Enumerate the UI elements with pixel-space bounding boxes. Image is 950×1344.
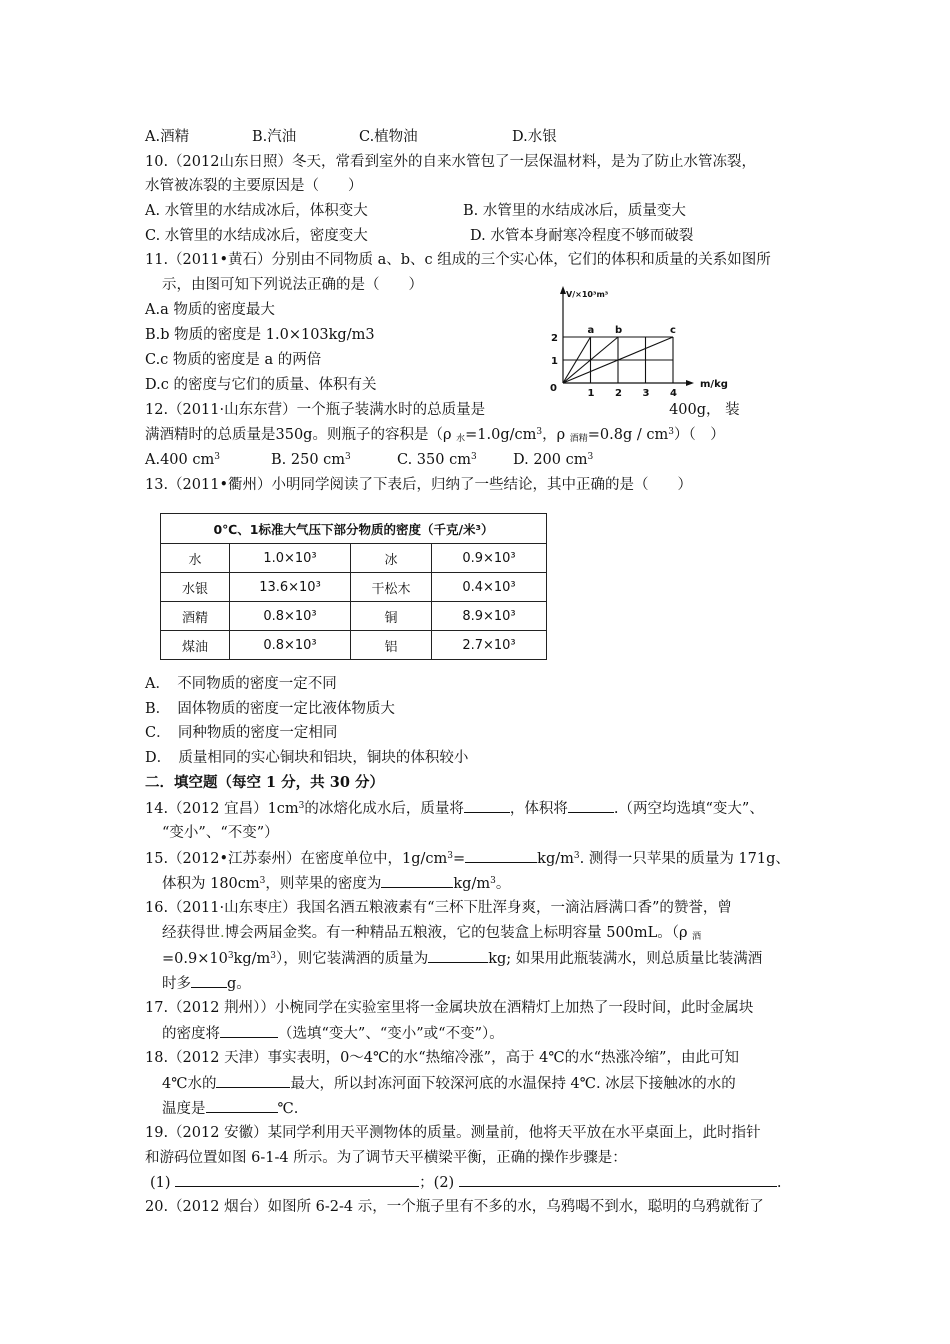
q16-line3: $=0.9\times 10^3kg/m^3$），则它装满酒的质量为 kg; 如果用此瓶装满水，则总质量比装满酒 xyxy=(162,948,762,969)
q17-line2: 的密度将 （选填“变大”、“变小”或“不变”）。 xyxy=(162,1023,504,1044)
point-label-c: c xyxy=(670,325,676,336)
q12-option-c: C. 350 $cm^3$ xyxy=(397,452,477,468)
table-row: 煤油 0.8×10³ 铝 2.7×10³ xyxy=(161,631,547,660)
q13-option-d: D． 质量相同的实心铜块和铝块，铜块的体积较小 xyxy=(145,750,469,766)
q14-line2: “变小”、“不变”） xyxy=(162,825,279,841)
q12-options xyxy=(145,450,593,470)
q11-stem-line1: 11.（2011•黄石）分别由不同物质 a、b、c 组成的三个实心体，它们的体积和质量的关系如图所 xyxy=(145,252,771,268)
q18-line1: 18.（2012 天津）事实表明，0～4℃的水“热缩冷涨”，高于 4℃的水“热涨冷缩”，由此可知 xyxy=(145,1050,739,1066)
q10-option-a: A. 水管里的水结成冰后，体积变大 xyxy=(145,203,368,219)
q12-option-d: D. 200 $cm^3$ xyxy=(513,452,594,468)
table-row: 水银 13.6×10³ 干松木 0.4×10³ xyxy=(161,573,547,602)
answer-blank[interactable] xyxy=(465,848,537,863)
q11-stem-line2: 示，由图可知下列说法正确的是（ ） xyxy=(162,277,423,293)
x-tick-label: 3 xyxy=(642,388,650,399)
q16-line1: 16.（2011·山东枣庄）我国名酒五粮液素有“三杯下肚浑身爽，一滴沾唇满口香”的赞誉，曾 xyxy=(145,900,732,916)
q16-line2: 经获得世.博会两届金奖。有一种精品五粮液，它的包装盒上标明容量 500mL。（ρ $_酒$ xyxy=(162,925,702,942)
point-label-b: b xyxy=(615,325,623,336)
answer-blank[interactable] xyxy=(216,1073,290,1088)
q10-stem-line1: 10.（2012山东日照）冬天，常看到室外的自来水管包了一层保温材料，是为了防止水管冻裂， xyxy=(145,154,756,170)
q19-line1: 19.（2012 安徽）某同学利用天平测物体的质量。测量前，他将天平放在水平桌面上，此时指针 xyxy=(145,1125,761,1141)
q12-stem-part1: 12.（2011·山东东营）一个瓶子装满水时的总质量是 xyxy=(145,402,486,418)
q11-option-c: C.c 物质的密度是 a 的两倍 xyxy=(145,352,322,368)
q10-option-c: C. 水管里的水结成冰后，密度变大 xyxy=(145,228,368,244)
q10-option-d: D. 水管本身耐寒冷程度不够而破裂 xyxy=(470,228,694,244)
q13-option-a: A． 不同物质的密度一定不同 xyxy=(145,676,337,692)
q13-option-b: B． 固体物质的密度一定比液体物质大 xyxy=(145,701,395,717)
q9-option-a: A.酒精 xyxy=(145,129,190,145)
density-table xyxy=(160,513,547,660)
q12-option-a: A.400 $cm^3$ xyxy=(145,452,220,468)
q9-option-c: C.植物油 xyxy=(359,129,418,145)
x-tick-label: 2 xyxy=(615,388,622,399)
y-tick-label: 1 xyxy=(551,356,558,367)
q10-options-ab xyxy=(145,201,686,221)
q12-stem-part2: 400g， 装 xyxy=(669,402,740,418)
table-row: 水 1.0×10³ 冰 0.9×10³ xyxy=(161,544,547,573)
q19-line3: (1) ；(2) . xyxy=(150,1172,781,1193)
q16-line4: 时多 g。 xyxy=(162,973,251,994)
q10-options-cd xyxy=(145,226,693,246)
q12-option-b: B. 250 $cm^3$ xyxy=(271,452,351,468)
q10-option-b: B. 水管里的水结成冰后，质量变大 xyxy=(463,203,686,219)
answer-blank[interactable] xyxy=(428,948,488,963)
q19-line2: 和游码位置如图 6-1-4 所示。为了调节天平横梁平衡，正确的操作步骤是： xyxy=(145,1150,627,1166)
table-caption: 0℃、1标准大气压下部分物质的密度（千克/米³） xyxy=(161,514,547,544)
q11-option-a: A.a 物质的密度最大 xyxy=(145,302,275,318)
q12-alcohol-density: =0.8g / cm xyxy=(587,427,669,443)
x-axis-label: m/kg xyxy=(700,379,728,390)
answer-blank[interactable] xyxy=(220,1023,278,1038)
q12-water-density: =1.0g/cm xyxy=(465,427,537,443)
q9-options xyxy=(145,127,557,147)
q12-stem-line2 xyxy=(145,425,725,445)
answer-blank[interactable] xyxy=(381,873,453,888)
x-axis-arrow xyxy=(686,380,694,386)
answer-blank[interactable] xyxy=(206,1098,278,1113)
q13-option-c: C． 同种物质的密度一定相同 xyxy=(145,725,338,741)
origin-label: 0 xyxy=(550,383,557,394)
y-axis-label: V/×10³m³ xyxy=(566,290,609,299)
q20-line1: 20.（2012 烟台）如图所 6-2-4 示，一个瓶子里有不多的水，乌鸦喝不到水，聪明的乌鸦就衔了 xyxy=(145,1199,764,1215)
q12-stem-line1 xyxy=(145,400,740,420)
q18-line2: 4℃水的 最大，所以封冻河面下较深河底的水温保持 4℃. 冰层下接触冰的水的 xyxy=(162,1073,736,1094)
q12-rho-alcohol: ，ρ xyxy=(542,427,570,443)
q12-rho-water: 满酒精时的总质量是350g。则瓶子的容积是（ρ xyxy=(145,427,457,443)
q11-option-b: B.b 物质的密度是 1.0×103kg/m3 xyxy=(145,327,375,343)
q15-line2: 体积为 $180cm^3$，则苹果的密度为 $kg/m^3$。 xyxy=(162,873,510,894)
y-tick-label: 2 xyxy=(551,333,558,344)
q12-sup: 3 xyxy=(536,427,543,437)
q10-stem-line2: 水管被冻裂的主要原因是（ ） xyxy=(145,178,363,194)
q9-option-b: B.汽油 xyxy=(252,129,297,145)
x-tick-label: 1 xyxy=(587,388,595,399)
q17-line1: 17.（2012 荆州））小椀同学在实验室里将一金属块放在酒精灯上加热了一段时间，此时金属块 xyxy=(145,1000,754,1016)
answer-blank[interactable] xyxy=(191,973,227,988)
answer-blank[interactable] xyxy=(175,1172,419,1187)
q9-option-d: D.水银 xyxy=(512,129,557,145)
q15-line1: 15.（2012•江苏泰州）在密度单位中，$1g/cm^3= kg/m^3$. 测得一只苹果的质量为 171g、 xyxy=(145,848,790,869)
point-label-a: a xyxy=(587,325,595,336)
q11-option-d: D.c 的密度与它们的质量、体积有关 xyxy=(145,377,377,393)
volume-mass-graph xyxy=(540,283,740,408)
q12-paren: ）（ ） xyxy=(673,427,725,443)
q12-sup: 3 xyxy=(668,427,674,437)
answer-blank[interactable] xyxy=(459,1172,777,1187)
q18-line3: 温度是 ℃. xyxy=(162,1098,298,1119)
x-tick-label: 4 xyxy=(670,388,677,399)
q12-sub-alcohol: 酒精 xyxy=(569,434,588,444)
table-row: 酒精 0.8×10³ 铜 8.9×10³ xyxy=(161,602,547,631)
q13-stem: 13.（2011•衢州）小明同学阅读了下表后，归纳了一些结论，其中正确的是（ ） xyxy=(145,477,693,493)
q14-line1: 14.（2012 宜昌）$1cm^3$的冰熔化成水后，质量将 ，体积将 .（两空均选填“变大”、 xyxy=(145,798,764,819)
answer-blank[interactable] xyxy=(464,798,510,813)
answer-blank[interactable] xyxy=(568,798,614,813)
section-heading: 二．填空题（每空 1 分，共 30 分） xyxy=(145,774,384,791)
q12-sub-water: 水 xyxy=(456,434,466,444)
